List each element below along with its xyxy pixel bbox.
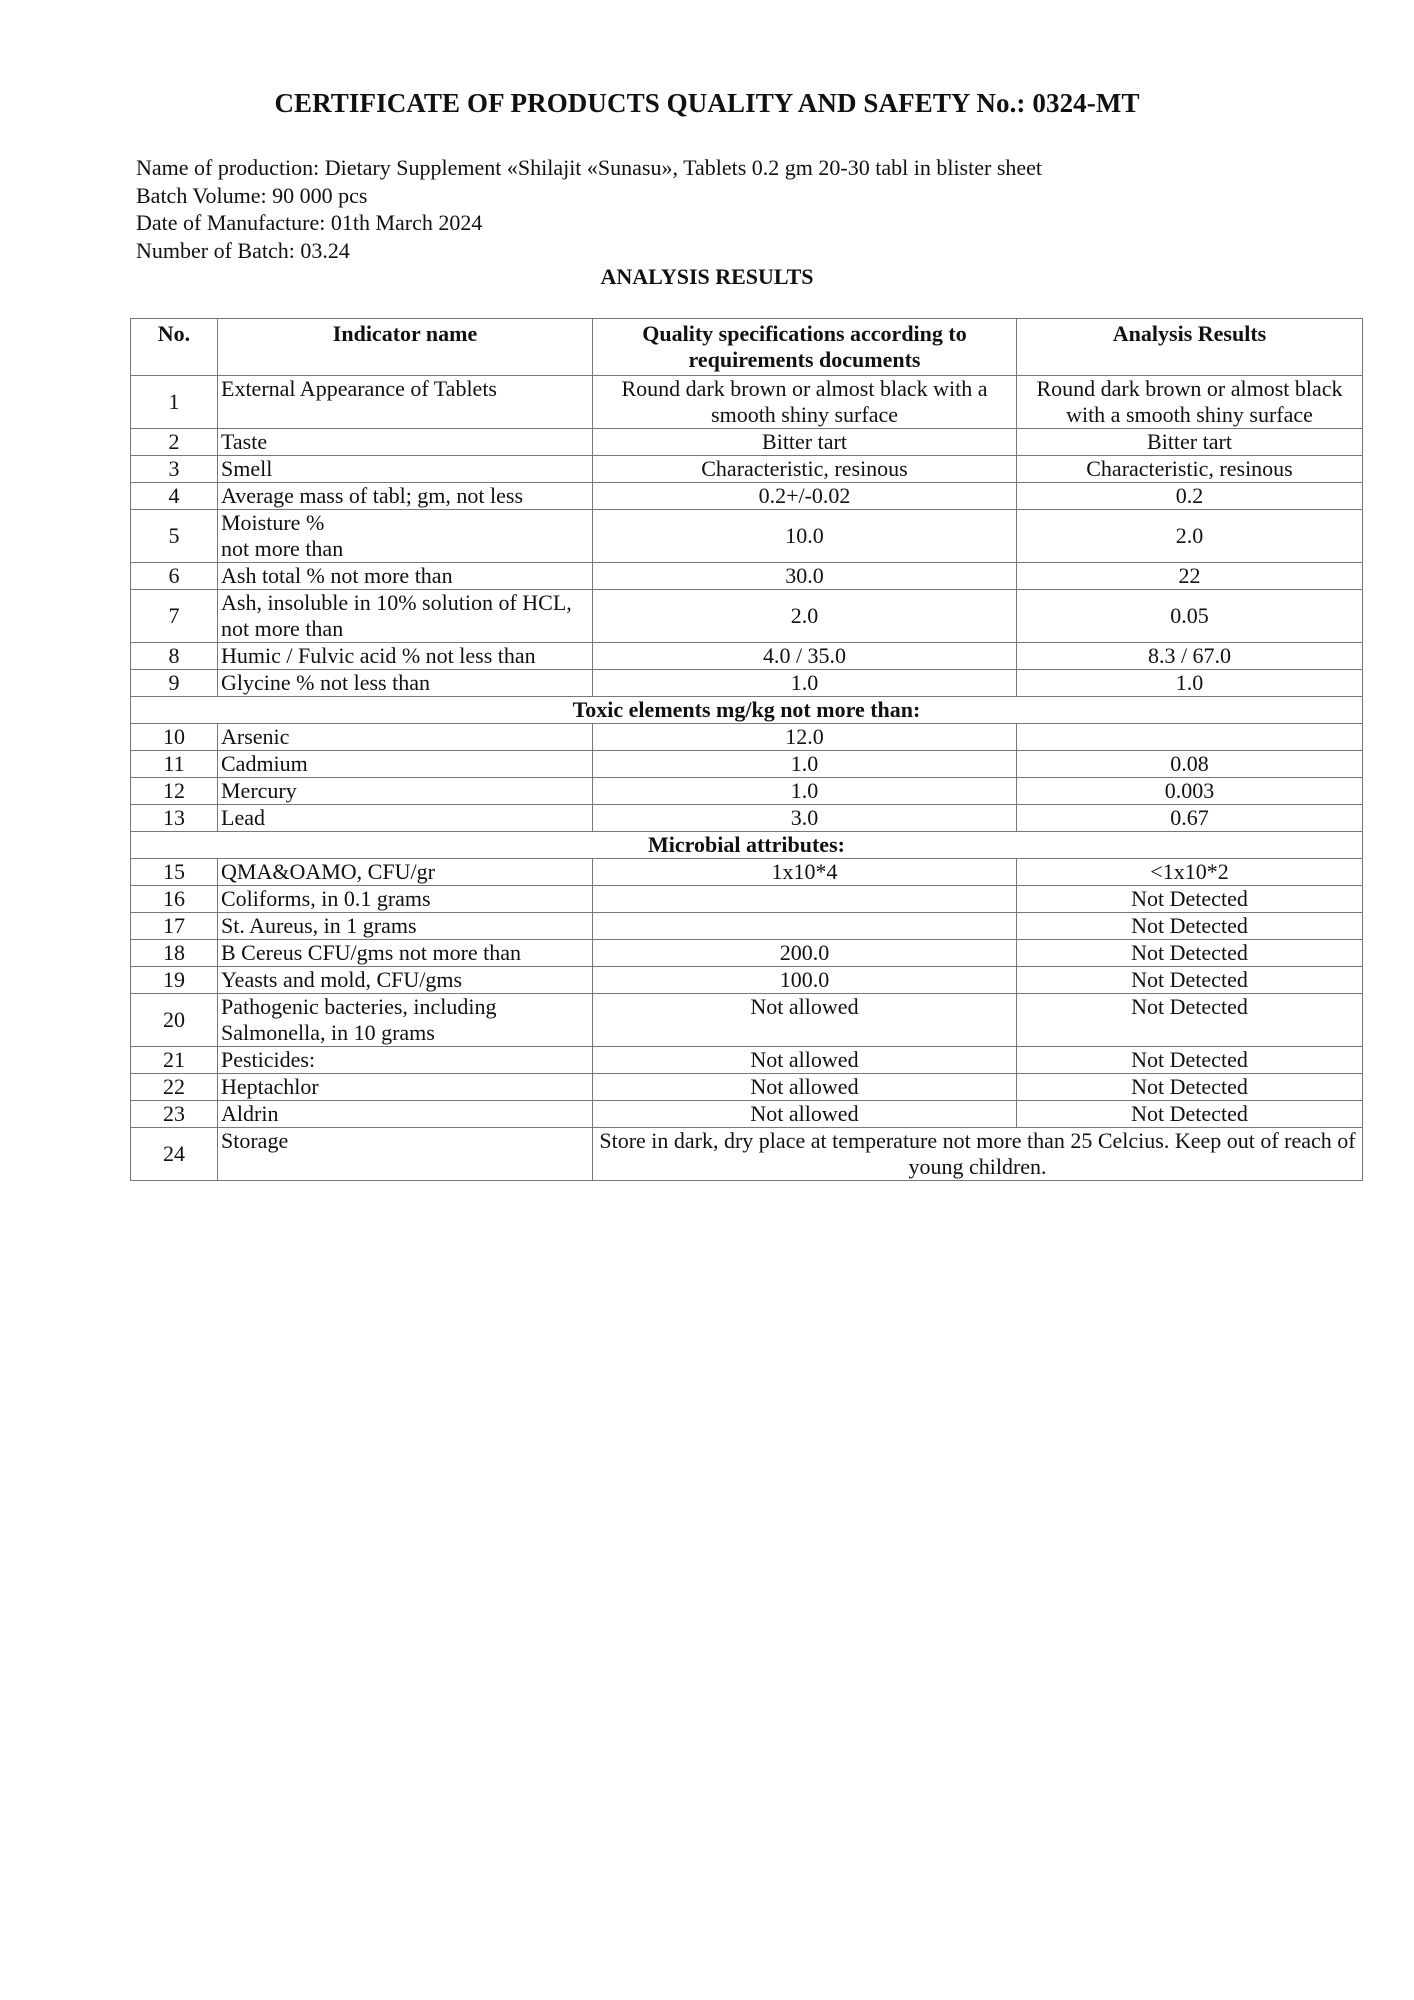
- cell-result: 0.003: [1017, 778, 1363, 805]
- cell-result: 8.3 / 67.0: [1017, 643, 1363, 670]
- cell-no: 19: [131, 967, 218, 994]
- header-indicator: Indicator name: [218, 319, 593, 376]
- cell-spec: 100.0: [593, 967, 1017, 994]
- cell-result: Not Detected: [1017, 1047, 1363, 1074]
- cell-result: Round dark brown or almost black with a smooth shiny surface: [1017, 376, 1363, 429]
- table-row: [131, 429, 1363, 456]
- cell-result: 0.08: [1017, 751, 1363, 778]
- document-title: CERTIFICATE OF PRODUCTS QUALITY AND SAFETY No.: 0324-MT: [274, 88, 1140, 118]
- cell-result: Not Detected: [1017, 913, 1363, 940]
- cell-spec: 12.0: [593, 724, 1017, 751]
- cell-indicator: St. Aureus, in 1 grams: [218, 913, 593, 940]
- cell-indicator: B Cereus CFU/gms not more than: [218, 940, 593, 967]
- table-row: [131, 643, 1363, 670]
- cell-indicator: Coliforms, in 0.1 grams: [218, 886, 593, 913]
- cell-indicator: Smell: [218, 456, 593, 483]
- product-info: [136, 154, 1042, 264]
- table-row: [131, 751, 1363, 778]
- cell-result: 0.67: [1017, 805, 1363, 832]
- cell-spec: 1.0: [593, 778, 1017, 805]
- section-row-toxic: [131, 697, 1363, 724]
- cell-indicator: Pathogenic bacteries, including Salmonella, in 10 grams: [218, 994, 593, 1047]
- cell-spec: 10.0: [593, 510, 1017, 563]
- header-result: Analysis Results: [1017, 319, 1363, 376]
- cell-no: 24: [131, 1128, 218, 1181]
- cell-no: 3: [131, 456, 218, 483]
- cell-spec: Round dark brown or almost black with a smooth shiny surface: [593, 376, 1017, 429]
- cell-indicator: Humic / Fulvic acid % not less than: [218, 643, 593, 670]
- table-row: [131, 1047, 1363, 1074]
- cell-spec: Bitter tart: [593, 429, 1017, 456]
- cell-no: 8: [131, 643, 218, 670]
- table-row: [131, 994, 1363, 1047]
- production-name: Name of production: Dietary Supplement «Shilajit «Sunasu», Tablets 0.2 gm 20-30 tabl in blister sheet: [136, 155, 1043, 180]
- cell-spec: 3.0: [593, 805, 1017, 832]
- cell-no: 23: [131, 1101, 218, 1128]
- cell-no: 6: [131, 563, 218, 590]
- cell-indicator: Yeasts and mold, CFU/gms: [218, 967, 593, 994]
- cell-result: <1x10*2: [1017, 859, 1363, 886]
- cell-indicator: Ash total % not more than: [218, 563, 593, 590]
- analysis-results-heading: ANALYSIS RESULTS: [600, 264, 814, 289]
- cell-indicator: Ash, insoluble in 10% solution of HCL, not more than: [218, 590, 593, 643]
- cell-result: Bitter tart: [1017, 429, 1363, 456]
- cell-result: 0.05: [1017, 590, 1363, 643]
- section-microbial-attributes: Microbial attributes:: [131, 832, 1363, 859]
- cell-indicator: Pesticides:: [218, 1047, 593, 1074]
- cell-indicator: Aldrin: [218, 1101, 593, 1128]
- table-row: [131, 967, 1363, 994]
- cell-spec: 200.0: [593, 940, 1017, 967]
- cell-spec: 2.0: [593, 590, 1017, 643]
- table-row: [131, 590, 1363, 643]
- batch-number: Number of Batch: 03.24: [136, 237, 350, 263]
- cell-no: 22: [131, 1074, 218, 1101]
- cell-no: 4: [131, 483, 218, 510]
- cell-spec: 4.0 / 35.0: [593, 643, 1017, 670]
- cell-no: 9: [131, 670, 218, 697]
- cell-no: 10: [131, 724, 218, 751]
- cell-spec: 1.0: [593, 670, 1017, 697]
- cell-no: 5: [131, 510, 218, 563]
- cell-no: 20: [131, 994, 218, 1047]
- cell-result: Not Detected: [1017, 1101, 1363, 1128]
- section-toxic-elements: Toxic elements mg/kg not more than:: [131, 697, 1363, 724]
- table-row: [131, 563, 1363, 590]
- cell-no: 1: [131, 376, 218, 429]
- cell-indicator: Storage: [218, 1128, 593, 1181]
- cell-no: 12: [131, 778, 218, 805]
- cell-spec: Characteristic, resinous: [593, 456, 1017, 483]
- cell-result: [1017, 724, 1363, 751]
- cell-spec: 1x10*4: [593, 859, 1017, 886]
- cell-spec: Not allowed: [593, 1047, 1017, 1074]
- table-row-storage: [131, 1128, 1363, 1181]
- table-row: [131, 456, 1363, 483]
- cell-result: 2.0: [1017, 510, 1363, 563]
- cell-result: Not Detected: [1017, 940, 1363, 967]
- analysis-results-table: [130, 318, 1363, 1181]
- cell-indicator: External Appearance of Tablets: [218, 376, 593, 429]
- table-row: [131, 886, 1363, 913]
- table-row: [131, 913, 1363, 940]
- table-header-row: [131, 319, 1363, 376]
- cell-indicator: Cadmium: [218, 751, 593, 778]
- cell-no: 2: [131, 429, 218, 456]
- table-row: [131, 724, 1363, 751]
- table-row: [131, 805, 1363, 832]
- header-no: No.: [131, 319, 218, 376]
- cell-spec: Not allowed: [593, 1101, 1017, 1128]
- date-of-manufacture: Date of Manufacture: 01th March 2024: [136, 210, 483, 235]
- table-row: [131, 778, 1363, 805]
- cell-no: 13: [131, 805, 218, 832]
- cell-spec: 0.2+/-0.02: [593, 483, 1017, 510]
- cell-result: Not Detected: [1017, 1074, 1363, 1101]
- cell-no: 7: [131, 590, 218, 643]
- cell-no: 17: [131, 913, 218, 940]
- cell-indicator: Lead: [218, 805, 593, 832]
- cell-spec: 30.0: [593, 563, 1017, 590]
- cell-indicator: Average mass of tabl; gm, not less: [218, 483, 593, 510]
- cell-result: Not Detected: [1017, 886, 1363, 913]
- cell-result: 1.0: [1017, 670, 1363, 697]
- cell-result: 0.2: [1017, 483, 1363, 510]
- cell-result: 22: [1017, 563, 1363, 590]
- cell-spec: [593, 886, 1017, 913]
- cell-storage-text: Store in dark, dry place at temperature not more than 25 Celcius. Keep out of reach of young children.: [593, 1128, 1363, 1181]
- cell-spec: Not allowed: [593, 1074, 1017, 1101]
- cell-spec: Not allowed: [593, 994, 1017, 1047]
- cell-indicator: Moisture % not more than: [218, 510, 593, 563]
- section-row-micro: [131, 832, 1363, 859]
- table-row: [131, 670, 1363, 697]
- cell-no: 16: [131, 886, 218, 913]
- cell-indicator: Taste: [218, 429, 593, 456]
- batch-volume: Batch Volume: 90 000 pcs: [136, 182, 368, 208]
- cell-result: Not Detected: [1017, 967, 1363, 994]
- cell-spec: 1.0: [593, 751, 1017, 778]
- cell-spec: [593, 913, 1017, 940]
- table-row: [131, 1074, 1363, 1101]
- cell-result: Not Detected: [1017, 994, 1363, 1047]
- cell-no: 21: [131, 1047, 218, 1074]
- table-row: [131, 859, 1363, 886]
- cell-indicator: Glycine % not less than: [218, 670, 593, 697]
- cell-no: 15: [131, 859, 218, 886]
- cell-indicator: Arsenic: [218, 724, 593, 751]
- cell-result: Characteristic, resinous: [1017, 456, 1363, 483]
- header-spec: Quality specifications according to requirements documents: [593, 319, 1017, 376]
- cell-indicator: Mercury: [218, 778, 593, 805]
- table-row: [131, 376, 1363, 429]
- table-row: [131, 1101, 1363, 1128]
- table-row: [131, 940, 1363, 967]
- cell-no: 18: [131, 940, 218, 967]
- cell-indicator: QMA&OAMO, CFU/gr: [218, 859, 593, 886]
- table-row: [131, 483, 1363, 510]
- table-row: [131, 510, 1363, 563]
- cell-indicator: Heptachlor: [218, 1074, 593, 1101]
- cell-no: 11: [131, 751, 218, 778]
